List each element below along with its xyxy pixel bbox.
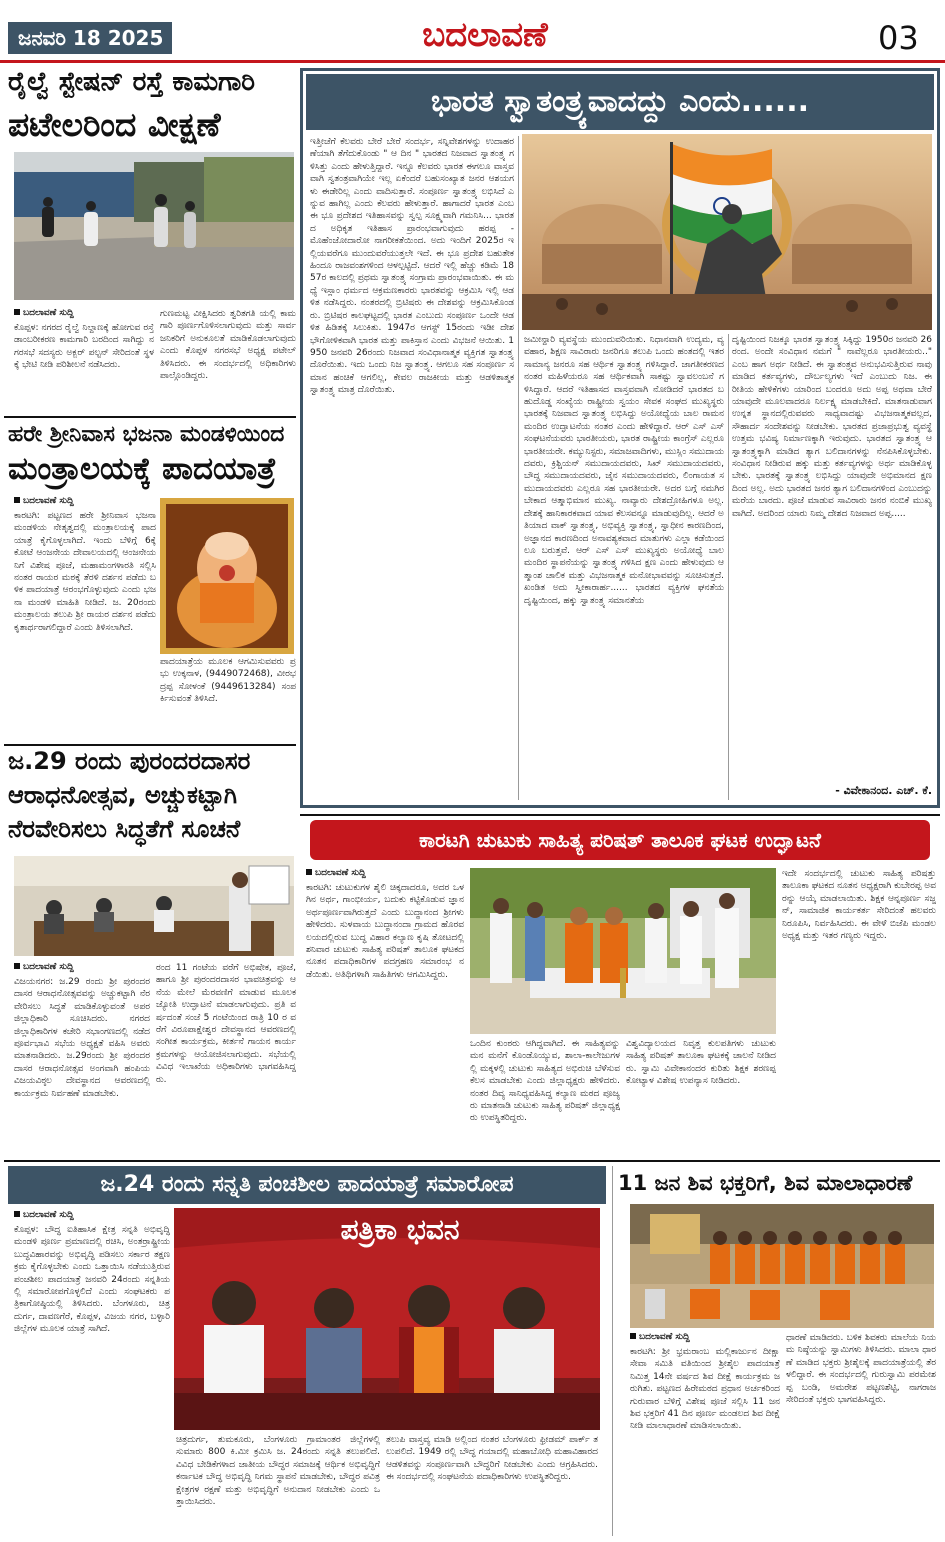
feature-rule-2 — [728, 334, 729, 800]
date-badge: ಜನವರಿ 18 2025 — [8, 22, 172, 54]
rail-byline — [14, 308, 154, 322]
maala-byline — [630, 1332, 780, 1346]
purandara-headline-3: ನೆರವೇರಿಸಲು ಸಿದ್ಧತೆಗೆ ಸೂಚನೆ — [8, 816, 241, 843]
maala-col-1: ಕಾರಟಗಿ: ಶ್ರೀ ಭ್ರಮರಾಂಬ ಮಲ್ಲಿಕಾರ್ಜುನ ದೀಕ್ಷಾ ಸೇವಾ ಸಮಿತಿ ವತಿಯಿಂದ ಶ್ರೀಶೈಲ ಪಾದಯಾತ್ರೆ ನಿಮಿತ್ತ 14ನೇ ವರ್ಷದ ಶಿವ ದೀಕ್ಷೆ ಕಾರ್ಯಕ್ರಮ ಜರುಗಿತು. ಪಟ್ಟಣದ ಹಿರೇಮಠದ ಪ್ರಧಾನ ಅರ್ಚಕರಿಂದ ಗುರುವಾರ ಬೆಳಿಗ್ಗೆ ವಿಶೇಷ ಪೂಜೆ ಸಲ್ಲಿಸಿ 11 ಜನ ಶಿವ ಭಕ್ತರಿಗೆ 41 ದಿನ ಪೂರ್ಣ ಮಂಡಲದ ಶಿವ ದೀಕ್ಷೆ ನೀಡಿ ಮಾಲಾಧಾರಣೆ ಮಾಡಿಸಲಾಯಿತು. — [630, 1347, 780, 1432]
chutuku-col-4: ಇದೇ ಸಂದರ್ಭದಲ್ಲಿ ಚುಟುಕು ಸಾಹಿತ್ಯ ಪರಿಷತ್ತು ತಾಲೂಕಾ ಘಟಕದ ನೂತನ ಅಧ್ಯಕ್ಷರಾಗಿ ಕುಬೇರಪ್ಪ ಅವರನ್ನು ಆಯ್ಕೆ ಮಾಡಲಾಯಿತು. ಶಿಕ್ಷಕ ಆನ್ನಪೂರ್ಣ ಸಜ್ಜನ್, ಸಾಮಾಜಿಕ ಕಾರ್ಯಕರ್ತ ಸೇರಿದಂತೆ ಹಲವರು ನಿರೂಪಿಸಿ, ನಿರ್ವಹಿಸಿದರು. ಈ ವೇಳೆ ಬಿಜೆಪಿ ಮಂಡಲ ಅಧ್ಯಕ್ಷ ಮತ್ತು ಇತರ ಗಣ್ಯರು ಇದ್ದರು. — [782, 869, 936, 942]
rail-byline-text: ಬದಲಾವಣೆ ಸುದ್ದಿ — [23, 308, 74, 318]
maala-headline: 11 ಜನ ಶಿವ ಭಕ್ತರಿಗೆ, ಶಿವ ಮಾಲಾಧಾರಣೆ — [618, 1171, 913, 1195]
maala-byline-text: ಬದಲಾವಣೆ ಸುದ್ದಿ — [639, 1332, 690, 1342]
chutuku-byline-text: ಬದಲಾವಣೆ ಸುದ್ದಿ — [315, 868, 366, 878]
chutuku-col-1: ಕಾರಟಗಿ: ಚುಟುಕುಗಳ ಶೈಲಿ ಚಿಕ್ಕದಾದರೂ, ಅದರ ಒಳಗಿನ ಅರ್ಥ, ಗಾಂಭೀರ್ಯ, ಬದುಕು ಕಟ್ಟಿಕೊಡುವ ಜ್ಞಾನ ಅರ್ಥಪೂರ್ಣವಾಗಿರುತ್ತದೆ ಎಂದು ಬುದ್ಧಾನಂದ ಶ್ರೀಗಳು ಹೇಳಿದರು. ಸುಳವಾಯ ಬುದ್ಧಾನಂದಾ ಗ್ರಾಮದ ಹೊರವಲಯದಲ್ಲಿರುವ ಬುದ್ಧ ವಿಹಾರ ಕಲ್ಯಾಣ ಕೃಷಿ ತೋಟದಲ್ಲಿ ಶನಿವಾರ ಚುಟುಕು ಸಾಹಿತ್ಯ ಪರಿಷತ್ ತಾಲೂಕ ಘಟಕದ ನೂತನ ಪದಾಧಿಕಾರಿಗಳ ಪದಗ್ರಹಣ ಸಮಾರಂಭ ನಡೆಯಿತು. ಅತಿಥಿಗಳಾಗಿ ಸಾಹಿತಿಗಳು ಆಗಮಿಸಿದ್ದರು. — [306, 883, 464, 980]
bhajana-headline-2: ಮಂತ್ರಾಲಯಕ್ಕೆ ಪಾದಯಾತ್ರೆ — [8, 452, 277, 487]
feature-col-3: ದೃಷ್ಟಿಯಿಂದ ನಿಜಕ್ಕೂ ಭಾರತ ಸ್ವಾತಂತ್ರ್ಯ ಸಿಕ್ಕಿದ್ದು 1950ರ ಜನವರಿ 26 ರಂದ. ಅಂದೇ ಸಂವಿಧಾನ ನಮಗೆ " ನಾವೆಲ್ಲರೂ ಭಾರತೀಯರು.." ಎಂಬ ಹಾಗ ಅರ್ಥ ನೀಡಿದೆ. ಈ ಸ್ವಾತಂತ್ರ್ಯವ ಅನುಭವಿಸುತ್ತಿರುವ ನಾವು ಮಾಡಿದ ಕರ್ತವ್ಯಗಳು, ದೌರ್ಬಲ್ಯಗಳು ಇದೆ ಎಂಬುದು ನಿಜ. ಈ ರೀತಿಯ ಹೇಳಿಕೆಗಳು ಯಾರಿಂದ ಬಂದರೂ ಅದು ಅಪ್ಪ ಅಥವಾ ಬೇರೆ ಯಾವುದೇ ಮೂಲವಾದರೂ ನಿರ್ಲಕ್ಷ್ಯ ಮಾಡಬೇಕಿದೆ. ಮಾತನಾಡುವಾಗ ಉನ್ನತ ಸ್ಥಾನದಲ್ಲಿರುವವರು ಸಾಧ್ಯವಾದಷ್ಟು ವಿಭಜನಾತ್ಮಕವಲ್ಲದ, ಸೌಹಾರ್ದ ಸಂದೇಶವನ್ನು ನೀಡಬೇಕು. ಭಾರತದ ಪ್ರಜಾಪ್ರಭುತ್ವ ವ್ಯವಸ್ಥೆ ಉತ್ತಮ ಭವಿಷ್ಯ ನಿರ್ಮಾಣಕ್ಕಾಗಿ ಇರುವುದು. ಭಾರತದ ಸ್ವಾತಂತ್ರ್ಯ ಆ ಸ್ವಾತಂತ್ರ್ಯಕ್ಕಾಗಿ ಮಾಡಿದ ತ್ಯಾಗ ಬಲಿದಾನಗಳನ್ನು ನೆನಪಿಸಿಕೊಳ್ಳಬೇಕು. ಸಂವಿಧಾನ ನೀಡಿರುವ ಹಕ್ಕು ಮತ್ತು ಕರ್ತವ್ಯಗಳನ್ನು ಅರ್ಥ ಮಾಡಿಕೊಳ್ಳಬೇಕು. ಭಾರತಕ್ಕೆ ಸ್ವಾತಂತ್ರ್ಯ ಲಭಿಸಿದ್ದು ಯಾವುದೇ ಅಭಿಮಾನದ ಕ್ಷಣದಿಂದ ಅಲ್ಲ. ಅದು ಭಾರತದ ಜನರ ತ್ಯಾಗ ಬಲಿದಾನಗಳಿಂದ ಎಂಬುದನ್ನು ಮರೆಯ ಬಾರದು. ಪೂಜೆ ಮಾಡುವ ಸಾವಿರಾರು ಜನರ ನಂಬಿಕೆ ಮುಖ್ಯವಾಗಿದೆ. ಅದರಿಂದ ಯಾರು ನಿಮ್ಮ ದೇಶದ ನಿಜವಾದ ಅಪ್ಪ..... — [732, 335, 932, 519]
purandara-headline-2: ಆರಾಧನೋತ್ಸವ, ಅಚ್ಚುಕಟ್ಟಾಗಿ — [8, 782, 238, 809]
masthead-title: ಬದಲಾವಣೆ — [422, 15, 548, 55]
rail-divider — [4, 416, 296, 418]
purandara-col-2: ರಂದ 11 ಗಂಟೆಯ ವರೆಗೆ ಅಭಿಷೇಕ, ಪೂಜೆ, ಹಾಗೂ ಶ್ರೀ ಪುರಂದರದಾಸರ ಭಾವಚಿತ್ರವನ್ನು ಆನೆಯ ಮೇಲೆ ಮೆರವಣಿಗೆ ಮಾಡುವ ಮೂಲಕ ಜ್ಯೋತಿ ಉದ್ಘಾಟನೆ ಮಾಡಲಾಗುವುದು. ಪ್ರತಿ ವರ್ಷದಂತೆ ಸಂಜೆ 5 ಗಂಟೆಯಿಂದ ರಾತ್ರಿ 10 ರ ವರೆಗೆ ವಿರೂಪಾಕ್ಷೇಶ್ವರ ದೇವಸ್ಥಾನದ ಆವರಣದಲ್ಲಿ ಸಂಗೀತ ಕಾರ್ಯಕ್ರಮ, ಕೀರ್ತನೆ ಗಾಯನ ಕಾರ್ಯಕ್ರಮಗಳನ್ನು ಆಯೋಜಿಸಲಾಗುವುದು. ಸಭೆಯಲ್ಲಿ ವಿವಿಧ ಇಲಾಖೆಯ ಅಧಿಕಾರಿಗಳು ಭಾಗವಹಿಸಿದ್ದರು. — [156, 963, 296, 1085]
masthead-rule — [0, 60, 945, 63]
feature-signature: - ವಿವೇಕಾನಂದ. ಎಚ್. ಕೆ. — [835, 784, 932, 797]
chutuku-top-rule — [300, 814, 940, 816]
purandara-photo — [14, 856, 294, 956]
chutuku-col-2: ಒಂದಿನ ಕುಂಠರು ಆಗಿದ್ದವಾಗಿದೆ. ಈ ಸಾಹಿತ್ಯವನ್ನು ಮನ ಮನೆಗೆ ಕೊಂಡೊಯ್ಯುವ, ಶಾಲಾ-ಕಾಲೇಜುಗಳಲ್ಲಿ ಮಕ್ಕಳಲ್ಲಿ ಚುಟುಕು ಸಾಹಿತ್ಯದ ಅಭಿರುಚಿ ಬೆಳೆಸುವ ಕೆಲಸ ಮಾಡಬೇಕು ಎಂದು ಜಿಲ್ಲಾಧ್ಯಕ್ಷರು ಹೇಳಿದರು. ನಂತರ ದಿವ್ಯ ಸಾನಿಧ್ಯವಹಿಸಿದ್ದ ಕಲ್ಯಾಣ ಮಠದ ಪೂಜ್ಯರು ಮಾತನಾಡಿ ಚುಟುಕು ಸಾಹಿತ್ಯ ಪರಿಷತ್ ಜಿಲ್ಲಾಧ್ಯಕ್ಷರು ಉಪಸ್ಥಿತರಿದ್ದರು. — [470, 1039, 620, 1124]
bhajana-byline — [14, 496, 154, 510]
panchasheela-banner-text: ಪತ್ರಿಕಾ ಭವನ — [340, 1213, 460, 1246]
panchasheela-headline: ಜ.24 ರಂದು ಸನ್ನತಿ ಪಂಚಶೀಲ ಪಾದಯಾತ್ರೆ ಸಮಾರೋಪ — [100, 1172, 514, 1197]
feature-col-1: ಇತ್ತೀಚೆಗೆ ಕೆಲವರು ಬೇರೆ ಬೇರೆ ಸಂದರ್ಭ, ಸನ್ನಿವೇಶಗಳನ್ನು ಉದಾಹರಣೆಯಾಗಿ ತೆಗೆದುಕೊಂಡು " ಆ ದಿನ " ಭಾರತದ ನಿಜವಾದ ಸ್ವಾತಂತ್ರ್ಯ ಗಳಿಸಿತ್ತು ಎಂದು ಹೇಳುತ್ತಿದ್ದಾರೆ. ಇನ್ನೂ ಕೆಲವರು ಭಾರತ ಈಗಲೂ ವಾಸ್ತವವಾಗಿ ಸ್ವತಂತ್ರವಾಗಿಯೇ ಇಲ್ಲ ಏಕೆಂದರೆ ಬಹುಸಂಖ್ಯಾತ ಜನರ ಆಶಯಗಳು ಈಡೇರಿಲ್ಲ ಎಂದು ವಾದಿಸುತ್ತಾರೆ. ಸಂಪೂರ್ಣ ಸ್ವಾತಂತ್ರ್ಯ ಲಭಿಸಿದೆ ಎನ್ನುವ ಹಾಗಿಲ್ಲ ಎಂದು ಕೆಲವರು ಹೇಳುತ್ತಾರೆ. ಹಾಗಾದರೆ ಭಾರತ ಎಂಬ ಈ ಭೂ ಪ್ರದೇಶದ ಇತಿಹಾಸವನ್ನು ಸ್ವಲ್ಪ ಸೂಕ್ಷ್ಮವಾಗಿ ಗಮನಿಸಿ... ಭಾರತದ ಅಧಿಕೃತ ಇತಿಹಾಸ ಪ್ರಾರಂಭವಾಗುವುದು ಹರಪ್ಪ - ಮೊಹೆಂಜೋದಾರೋ ನಾಗರೀಕತೆಯಿಂದ. ಅದು ಇಂದಿಗೆ 2025ರ ಇಲ್ಲಿಯವರೆಗೂ ಮುಂದುವರೆಯುತ್ತಲೇ ಇದೆ. ಈ ಭೂ ಪ್ರದೇಶ ಬಹುತೇಕ ಹಿಂದೂ ರಾಜವಂಶಗಳಿಂದ ಆಳಲ್ಪಟ್ಟಿದೆ. ಆದರೆ ಇಲ್ಲಿ ಹೆಚ್ಚು ಕಡಿಮೆ 1857ರ ಕಾಲದಲ್ಲಿ ಪ್ರಥಮ ಸ್ವಾತಂತ್ರ್ಯ ಸಂಗ್ರಾಮ ಪ್ರಾರಂಭವಾಯಿತು. ಈ ಮಧ್ಯೆ ಇಸ್ಲಾಂ ಧರ್ಮದ ಆಕ್ರಮಣಕಾರರು ಭಾರತವನ್ನು ಆಕ್ರಮಿಸಿ ಇಲ್ಲಿ ಆಡಳಿತ ನಡೆಸಿದ್ದರು. ನಂತರದಲ್ಲಿ ಬ್ರಿಟಿಷರು ಈ ದೇಶವನ್ನು ಆಕ್ರಮಿಸಿಕೊಂಡರು. ಬ್ರಿಟಿಷರ ಕಾಲಘಟ್ಟದಲ್ಲಿ ಭಾರತ ಎಂಬುದು ಸಂಪೂರ್ಣ ಒಂದೇ ಆಡಳಿತ ಹಿಡಿತಕ್ಕೆ ಸಿಲುಕಿತು. 1947ರ ಆಗಸ್ಟ್ 15ರಂದು ಇಡೀ ದೇಶ ಭೌಗೋಳಿಕವಾಗಿ ಭಾರತ ಮತ್ತು ಪಾಕಿಸ್ತಾನ ಎಂದು ವಿಭಜನೆ ಆಯಿತು. 1950 ಜನವರಿ 26ರಂದು ನಿಜವಾದ ಸಂವಿಧಾನಾತ್ಮಕ ವ್ಯಕ್ತಿಗತ ಸ್ವಾತಂತ್ರ್ಯ ದೊರೆಯಿತು. ಇದು ಒಂದು ನಿಜ ಸ್ವಾತಂತ್ರ್ಯ. ಆಗಲೂ ಸಹ ಸಂಪೂರ್ಣ ಸಮಾನ ಹಂಚಿಕೆ ಆಗಲಿಲ್ಲ, ಕೇವಲ ರಾಜಕೀಯ ಮತ್ತು ಆಡಳಿತಾತ್ಮಕ ಸ್ವಾತಂತ್ರ್ಯ ಮಾತ್ರ ದೊರೆಯಿತು. — [310, 137, 514, 396]
bhajana-photo — [160, 498, 294, 654]
purandara-headline-1: ಜ.29 ರಂದು ಪುರಂದರದಾಸರ — [8, 748, 251, 775]
bhajana-body: ಕಾರಟಗಿ: ಪಟ್ಟಣದ ಹರೇ ಶ್ರೀನಿವಾಸ ಭಜನಾ ಮಂಡಳಿಯ ನೇತೃತ್ವದಲ್ಲಿ ಮಂತ್ರಾಲಯಕ್ಕೆ ಪಾದಯಾತ್ರೆ ಕೈಗೊಳ್ಳಲಾಗಿದೆ. ಇಂದು ಬೆಳಿಗ್ಗೆ 6ಕ್ಕೆ ಕೋಟೆ ಆಂಜನೇಯ ದೇವಾಲಯದಲ್ಲಿ ಆಂಜನೇಯನಿಗೆ ವಿಶೇಷ ಪೂಜೆ, ಮಹಾಮಂಗಳಾರತಿ ಸಲ್ಲಿಸಿ ನಂತರ ರಾಯರ ಮಠಕ್ಕೆ ತೆರಳಿ ದರ್ಶನ ಪಡೆದು ಬಳಿಕ ಪಾದಯಾತ್ರೆ ಆರಂಭಗೊಳ್ಳುವುದು ಎಂದು ಭಜನಾ ಮಂಡಳಿ ಮಾಹಿತಿ ನೀಡಿದೆ. ಜ. 20ರಂದು ಮಂತ್ರಾಲಯ ತಲುಪಿ ಶ್ರೀ ರಾಯರ ದರ್ಶನ ಪಡೆದು ಕೃತಾರ್ಥರಾಗಲಿದ್ದಾರೆ ಎಂದು ತಿಳಿಸಲಾಗಿದೆ. — [14, 511, 156, 633]
bhajana-byline-text: ಬದಲಾವಣೆ ಸುದ್ದಿ — [23, 496, 74, 506]
panchasheela-col-2: ಚಿತ್ರದುರ್ಗ, ತುಮಕೂರು, ಬೆಂಗಳೂರು ಗ್ರಾಮಾಂತರ ಜಿಲ್ಲೆಗಳಲ್ಲಿ ಸುಮಾರು 800 ಕಿ.ಮೀ ಕ್ರಮಿಸಿ ಜ. 24ರಂದು ಸನ್ನತಿ ತಲುಪಲಿದೆ. ವಿವಿಧ ಬೇಡಿಕೆಗಳಾದ ಜಾತೀಯ ಬೌದ್ಧರ ಸಮಾಜಕ್ಕೆ ಆರ್ಥಿಕ ಅಭಿವೃದ್ಧಿಗೆ ಕರ್ನಾಟಕ ಬೌದ್ಧ ಅಭಿವೃದ್ಧಿ ನಿಗಮ ಸ್ಥಾಪನೆ ಮಾಡಬೇಕು, ಬೌದ್ಧರ ಪವಿತ್ರ ಕ್ಷೇತ್ರಗಳ ರಕ್ಷಣೆ ಮತ್ತು ಅಭಿವೃದ್ಧಿಗೆ ಅನುದಾನ ನೀಡಬೇಕು ಎಂದು ಒತ್ತಾಯಿಸಿದರು. — [176, 1435, 380, 1508]
feature-headline: ಭಾರತ ಸ್ವಾತಂತ್ರ್ಯವಾದದ್ದು ಎಂದು...... — [430, 84, 810, 119]
rail-headline-2: ಪಟೇಲರಿಂದ ವೀಕ್ಷಣೆ — [8, 106, 221, 144]
rail-col-2: ಗುಣಮಟ್ಟ ವೀಕ್ಷಿಸಿದರು ತ್ವರಿತಗತಿ ಯಲ್ಲಿ ಕಾಮಗಾರಿ ಪೂರ್ಣಗೊಳಿಸಲಾಗುವುದು ಮತ್ತು ಸಾರ್ವಜನಿಕರಿಗೆ ಅನುಕೂಲತೆ ಮಾಡಿಕೊಡಲಾಗುವುದು ಎಂದು ಕೊಪ್ಪಳ ನಗರಸಭೆ ಅಧ್ಯಕ್ಷ ಪಟೇಲ್ ತಿಳಿಸಿದರು. ಈ ಸಂದರ್ಭದಲ್ಲಿ ಅಧಿಕಾರಿಗಳು ಪಾಲ್ಗೊಂಡಿದ್ದರು. — [160, 309, 296, 382]
chutuku-col-3: ವಿಶ್ವವಿದ್ಯಾಲಯದ ನಿವೃತ್ತ ಕುಲಪತಿಗಳು ಚುಟುಕು ಸಾಹಿತ್ಯ ಪರಿಷತ್ ತಾಲೂಕಾ ಘಟಕಕ್ಕೆ ಚಾಲನೆ ನೀಡಿದರು. ಸ್ವಾಮಿ ವಿವೇಕಾನಂದರ ಕುರಿತು ಶಿಕ್ಷಕ ಶರಣಪ್ಪ ಕೋಟ್ಯಾಳ ವಿಶೇಷ ಉಪನ್ಯಾಸ ನೀಡಿದರು. — [626, 1039, 776, 1087]
maala-col-2: ಧಾರಣೆ ಮಾಡಿದರು. ಬಳಿಕ ಶಿವಕರು ಮಾಲೆಯ ನಿಯಮ ನಿಷ್ಠೆಯನ್ನು ಸ್ವಾಮಿಗಳು ತಿಳಿಸಿದರು. ಮಾಲಾ ಧಾರಣೆ ಮಾಡಿದ ಭಕ್ತರು ಶ್ರೀಶೈಲಕ್ಕೆ ಪಾದಯಾತ್ರೆಯಲ್ಲಿ ತೆರಳಲಿದ್ದಾರೆ. ಈ ಸಂದರ್ಭದಲ್ಲಿ ಗುರುಸ್ವಾಮಿ ಪರಮೇಶಪ್ಪ ಬಂಡಿ, ಅಮರೇಶ ಪಟ್ಟಣಶೆಟ್ಟಿ, ನಾಗರಾಜ ಸೇರಿದಂತೆ ಭಕ್ತರು ಭಾಗವಹಿಸಿದ್ದರು. — [786, 1333, 936, 1406]
panchasheela-col-3: ತಲುಪಿ ವಾಸ್ತವ್ಯ ಮಾಡಿ ಅಲ್ಲಿಂದ ನಂತರ ಬೆಂಗಳೂರು ಫ್ರೀಡಮ್ ಪಾರ್ಕ್ ತಲುಪಲಿದೆ. 1949 ರಲ್ಲಿ ಬೌದ್ಧ ಗಯಾದಲ್ಲಿ ಮಹಾಬೋಧಿ ಮಹಾವಿಹಾರದ ಆಡಳಿತವನ್ನು ಸಂಪೂರ್ಣವಾಗಿ ಬೌದ್ಧರಿಗೆ ನೀಡಬೇಕು ಎಂದು ಆಗ್ರಹಿಸಿದರು. ಈ ಸಂದರ್ಭದಲ್ಲಿ ಸಂಘಟನೆಯ ಪದಾಧಿಕಾರಿಗಳು ಉಪಸ್ಥಿತರಿದ್ದರು. — [386, 1435, 598, 1483]
bhajana-contact: ಪಾದಯಾತ್ರೆಯ ಮೂಲಕ ಆಗಮಿಸುವವರು ಪ್ರಭು ಉಕ್ಕನಾಳ, (9449072468), ವೀರಭದ್ರಪ್ಪ ಸೋಳಂಕೆ (9449613284) ಸಂಪರ್ಕಿಸುವಂತೆ ತಿಳಿಸಿದೆ. — [160, 657, 296, 705]
chutuku-headline: ಕಾರಟಗಿ ಚುಟುಕು ಸಾಹಿತ್ಯ ಪರಿಷತ್ ತಾಲೂಕ ಘಟಕ ಉದ್ಘಾಟನೆ — [419, 828, 821, 852]
purandara-col-1: ವಿಜಯನಗರ: ಜ.29 ರಂದು ಶ್ರೀ ಪುರಂದರದಾಸರ ಆರಾಧನೋತ್ಸವವನ್ನು ಅಚ್ಚುಕಟ್ಟಾಗಿ ನೆರವೇರಿಸಲು ಸಿದ್ಧತೆ ಮಾಡಿಕೊಳ್ಳುವಂತೆ ಅಪರ ಜಿಲ್ಲಾಧಿಕಾರಿ ಸೂಚಿಸಿದರು. ನಗರದ ಜಿಲ್ಲಾಧಿಕಾರಿಗಳ ಕಚೇರಿ ಸಭಾಂಗಣದಲ್ಲಿ ನಡೆದ ಪೂರ್ವಭಾವಿ ಸಭೆಯ ಅಧ್ಯಕ್ಷತೆ ವಹಿಸಿ ಅವರು ಮಾತನಾಡಿದರು. ಜ.29ರಂದು ಶ್ರೀ ಪುರಂದರದಾಸರ ಆರಾಧನೋತ್ಸವ ಅಂಗವಾಗಿ ಹಂಪಿಯ ವಿಜಯವಿಠ್ಠಲ ದೇವಸ್ಥಾನದ ಆವರಣದಲ್ಲಿ ಕಾರ್ಯಕ್ರಮ ನಿರ್ವಹಣೆ ಮಾಡಬೇಕು. — [14, 977, 150, 1099]
chutuku-photo — [470, 868, 776, 1034]
panchasheela-col-1: ಕೊಪ್ಪಳ: ಬೌದ್ಧ ಐತಿಹಾಸಿಕ ಕ್ಷೇತ್ರ ಸನ್ನತಿ ಅಭಿವೃದ್ಧಿ ಮಂಡಳಿ ಪೂರ್ಣ ಪ್ರಮಾಣದಲ್ಲಿ ರಚಿಸಿ, ಅಂತರ್ರಾಷ್ಟ್ರೀಯ ಬುದ್ಧವಿಹಾರವನ್ನು ಅಭಿವೃದ್ಧಿ ಪಡಿಸಲು ಸರ್ಕಾರ ತಕ್ಷಣ ಕ್ರಮ ಕೈಗೊಳ್ಳಬೇಕು ಎಂದು ಒತ್ತಾಯಿಸಿ ನಡೆಯುತ್ತಿರುವ ಪಂಚಶೀಲ ಪಾದಯಾತ್ರೆ ಜನವರಿ 24ರಂದು ಸನ್ನತಿಯಲ್ಲಿ ಸಮಾರೋಪಗೊಳ್ಳಲಿದೆ ಎಂದು ಸಂಘಟಕರು ಪತ್ರಿಕಾಗೋಷ್ಠಿಯಲ್ಲಿ ತಿಳಿಸಿದರು. ಬೆಂಗಳೂರು, ಚಿತ್ರದುರ್ಗ, ದಾವಣಗೆರೆ, ಕೊಪ್ಪಳ, ವಿಜಯ ನಗರ, ಬಳ್ಳಾರಿ ಜಿಲ್ಲೆಗಳ ಮೂಲಕ ಯಾತ್ರೆ ಸಾಗಿದೆ. — [14, 1225, 170, 1335]
feature-rule-1 — [518, 136, 519, 800]
chutuku-byline — [306, 868, 466, 882]
bhajana-headline-1: ಹರೇ ಶ್ರೀನಿವಾಸ ಭಜನಾ ಮಂಡಳಿಯಿಂದ — [8, 422, 285, 447]
feature-illustration — [522, 134, 932, 330]
bottom-top-rule — [4, 1160, 940, 1162]
feature-col-2: ಜಮೀನ್ದಾರಿ ವ್ಯವಸ್ಥೆಯ ಮುಂದುವರಿಯಿತು. ನಿಧಾನವಾಗಿ ಉದ್ಯಮ, ವ್ಯವಹಾರ, ಶಿಕ್ಷಣ ಸಾವಿರಾರು ಜನರಿಗೂ ತಲುಪಿ ಒಂದು ಹಂತದಲ್ಲಿ ಇತರ ಸಾಮಾನ್ಯ ಜನರೂ ಸಹ ಆರ್ಥಿಕ ಸ್ವಾತಂತ್ರ್ಯ ಗಳಿಸಿದ್ದಾರೆ. ಜಾಗತೀಕರಣದ ನಂತರ ಮಹಿಳೆಯರೂ ಸಹ ಆರ್ಥಿಕವಾಗಿ ಸಾಕಷ್ಟು ಸ್ವಾವಲಂಬನೆ ಗಳಿಸಿದ್ದಾರೆ. ಆದರೆ ಇತಿಹಾಸದ ವಾಸ್ತವವಾಗಿ ನೋಡಿದರೆ ಭಾರತದ ಬಹುದೊಡ್ಡ ಸಂಖ್ಯೆಯ ರಾಷ್ಟ್ರೀಯ ಸ್ವಯಂ ಸೇವಕ ಸಂಘದ ಮುಖ್ಯಸ್ಥರು ಭಾರತಕ್ಕೆ ನಿಜವಾದ ಸ್ವಾತಂತ್ರ್ಯ ಲಭಿಸಿದ್ದು ಅಯೋಧ್ಯೆಯ ಬಾಲ ರಾಮನ ಮಂದಿರ ಉದ್ಘಾಟನೆಯ ನಂತರ ಎಂದು ಹೇಳಿದ್ದಾರೆ. ಆರ್ ಎಸ್ ಎಸ್ ಸಂಘಟನೆಯವರು ಭಾರತೀಯರು, ಭಾರತ ರಾಷ್ಟ್ರೀಯ ಕಾಂಗ್ರೆಸ್ ಎಲ್ಲರೂ ಭಾರತೀಯರೇ. ಕಮ್ಯುನಿಸ್ಟರು, ಸಮಾಜವಾದಿಗಳು, ಮುಸ್ಲಿಂ ಸಮುದಾಯದವರು, ಕ್ರಿಶ್ಚಿಯನ್ ಸಮುದಾಯದವರು, ಸಿಖ್ ಸಮುದಾಯದವರು, ಬೌದ್ಧ ಸಮುದಾಯದವರು, ಜೈನ ಸಮುದಾಯದವರು, ಲಿಂಗಾಯತ ಸಮುದಾಯದವರು ಎಲ್ಲರೂ ಸಹ ಭಾರತೀಯರೇ. ಅದರ ಬಗ್ಗೆ ನಮಗಿರಬೇಕಾದ ಆತ್ಮಾಭಿಮಾನ ಮುಖ್ಯ. ನಾವ್ಯಾರು ದೇಶದ್ರೋಹಿಗಳೂ ಅಲ್ಲ. ದೇಶಕ್ಕೆ ಹಾನಿಕಾರಕವಾದ ಯಾವ ಕೆಲಸವನ್ನೂ ಮಾಡುವುದಿಲ್ಲ. ಆದರೆ ಅತಿಯಾದ ವಾಕ್ ಸ್ವಾತಂತ್ರ್ಯ, ಅಭಿವ್ಯಕ್ತಿ ಸ್ವಾತಂತ್ರ್ಯ, ಸ್ವಾಧೀನ ಕಾರಣದಿಂದ, ಅಜ್ಞಾನದ ಕಾರಣದಿಂದ ಅನಾವಶ್ಯಕವಾದ ಮಾತುಗಳು ಎಲ್ಲಾ ಕಡೆಯಿಂದಲೂ ಬರುತ್ತವೆ. ಆರ್ ಎಸ್ ಎಸ್ ಮುಖ್ಯಸ್ಥರು ಅಯೋಧ್ಯೆ ಬಾಲ ಮಂದಿರ ಸ್ಥಾಪನೆಯನ್ನು ಸ್ವಾತಂತ್ರ್ಯ ಗಳಿಸಿದ ಕ್ಷಣ ಎಂದು ಹೇಳುವುದು ಆತ್ಮಾಂಶ ಚಾಲಿಕ ಮತ್ತು ವಿಭಜನಾತ್ಮಕ ಮನೋಭಾವವನ್ನು ಸೂಚಿಸುತ್ತದೆ. ಖಂಡಿತ ಅದು ಸ್ವೀಕಾರಾರ್ಹ...... ಭಾರತದ ವ್ಯಕ್ತಿಗಳ ಘನತೆಯ ದೃಷ್ಟಿಯಿಂದ, ಹಕ್ಕು ಸ್ವಾತಂತ್ರ್ಯ ಸಮಾನತೆಯ — [524, 335, 724, 606]
maala-photo — [630, 1204, 934, 1328]
panchasheela-byline — [14, 1210, 164, 1224]
panchasheela-byline-text: ಬದಲಾವಣೆ ಸುದ್ದಿ — [23, 1210, 74, 1220]
page-number: 03 — [878, 19, 919, 57]
bhajana-divider — [4, 744, 296, 746]
purandara-byline — [14, 962, 154, 976]
purandara-byline-text: ಬದಲಾವಣೆ ಸುದ್ದಿ — [23, 962, 74, 972]
bottom-divider — [612, 1166, 613, 1536]
rail-headline-1: ರೈಲ್ವೆ ಸ್ಟೇಷನ್ ರಸ್ತೆ ಕಾಮಗಾರಿ — [8, 68, 256, 97]
rail-photo — [14, 152, 294, 300]
rail-col-1: ಕೊಪ್ಪಳ: ನಗರದ ರೈಲ್ವೆ ನಿಲ್ದಾಣಕ್ಕೆ ಹೋಗುವ ರಸ್ತೆ ಡಾಂಬರೀಕರಣ ಕಾಮಗಾರಿ ಬರದಿಂದ ಸಾಗಿದ್ದು ನಗರಸಭೆ ಸದಸ್ಯರು ಅಕ್ಬರ್ ಪಲ್ಟನ್ ಸೇರಿದಂತೆ ಸ್ಥಳಕ್ಕೆ ಭೇಟಿ ನೀಡಿ ಪರಿಶೀಲನೆ ನಡೆಸಿದರು. — [14, 323, 154, 371]
